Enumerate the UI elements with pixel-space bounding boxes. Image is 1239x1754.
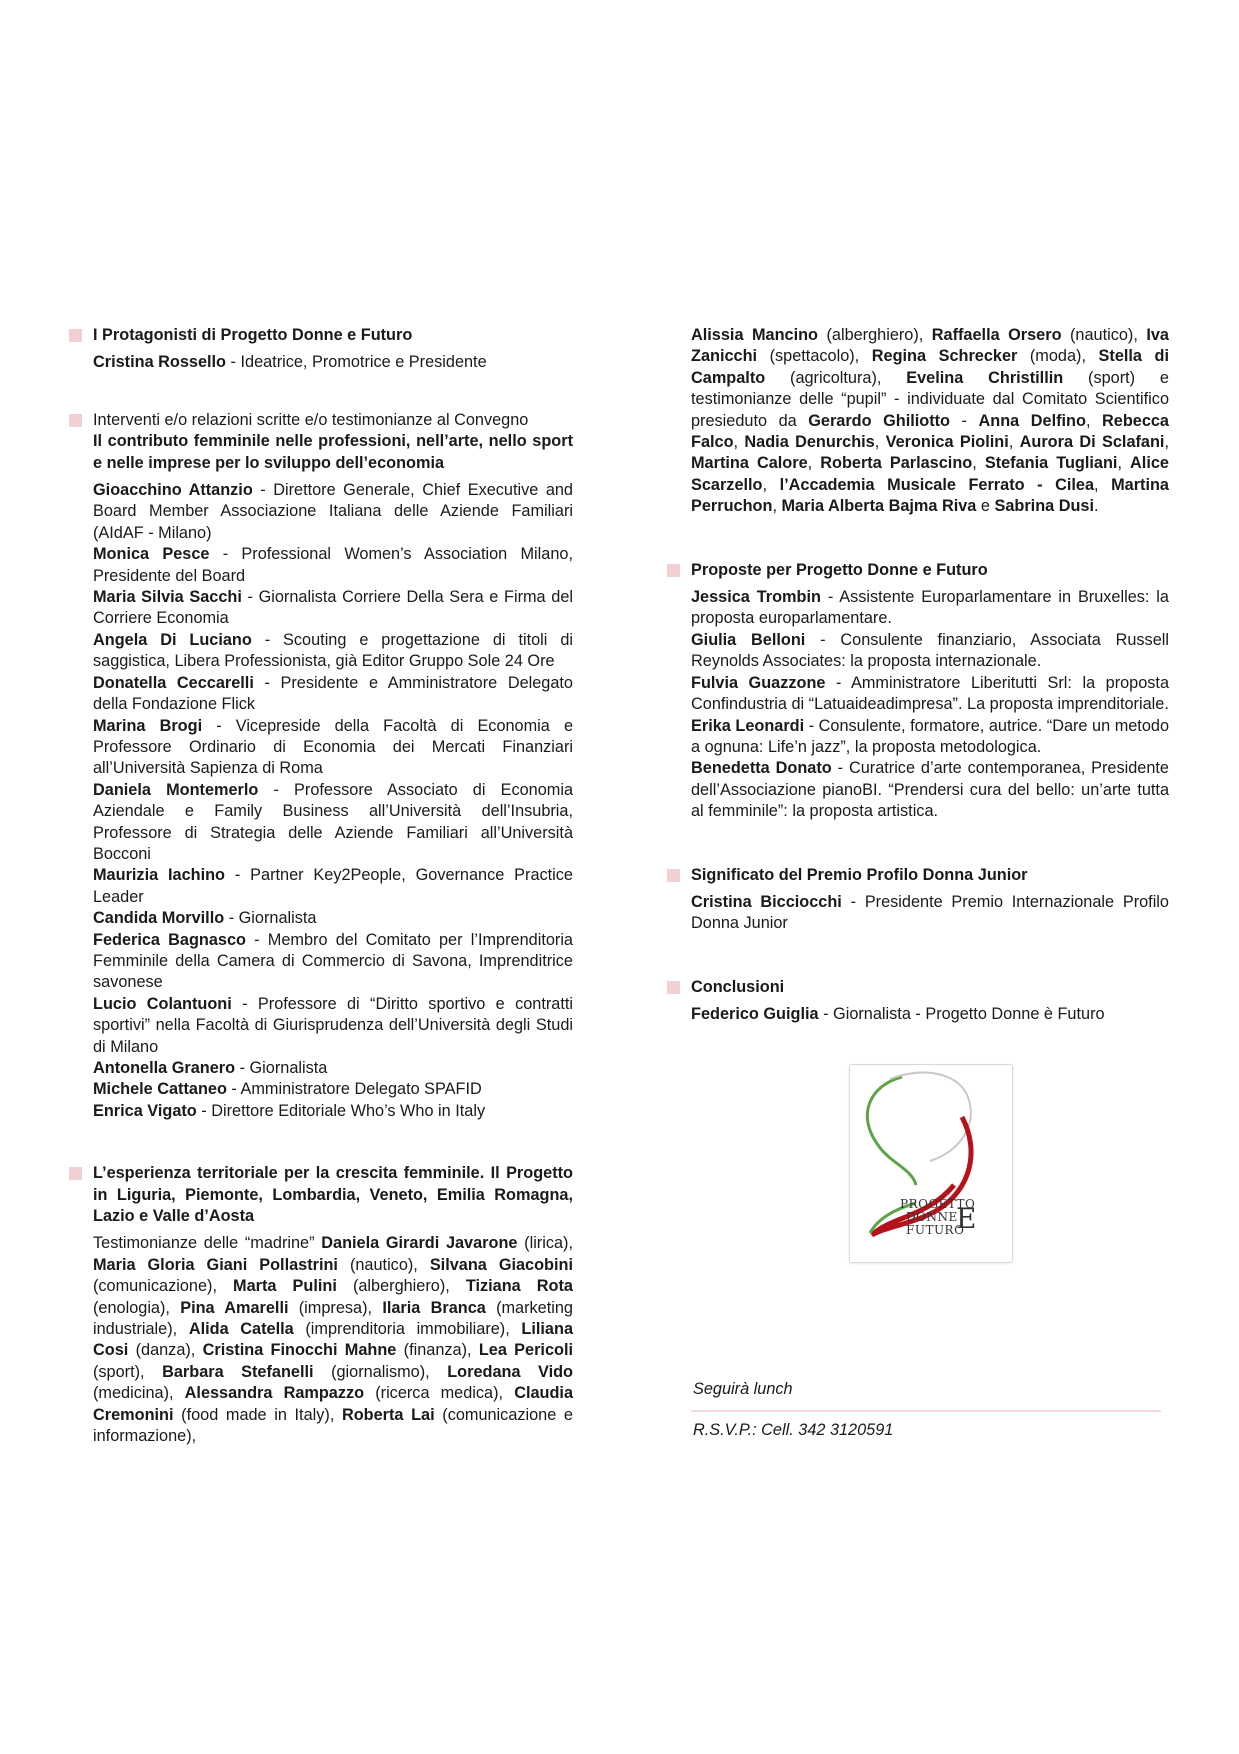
person-name: Maria Alberta Bajma Riva <box>781 497 977 516</box>
person-name: Martina Calore <box>691 454 808 473</box>
entry-description: - Amministratore Delegato SPAFID <box>226 1080 482 1099</box>
entry-name: Candida Morvillo <box>93 909 225 928</box>
entries <box>691 892 1169 935</box>
section-protagonisti <box>93 325 573 374</box>
text-run: (danza), <box>128 1341 203 1360</box>
person-name: Martina Perruchon <box>691 475 1169 516</box>
person-name: Regina Schrecker <box>871 347 1018 366</box>
entry-name: Cristina Rossello <box>93 353 227 372</box>
entry-item <box>93 1058 573 1079</box>
person-name: Silvana Giacobini <box>429 1255 573 1274</box>
entry-item <box>93 544 573 587</box>
entry-name: Federico Guiglia <box>691 1005 819 1024</box>
entry-name: Antonella Granero <box>93 1059 236 1077</box>
entry-description: - Scouting e progettazione di titoli di saggistica, Libera Professionista, già Editor Gruppo Sole 24 Ore <box>93 630 573 671</box>
person-name: Stella di Campalto <box>691 347 1170 387</box>
text-run: (sport), <box>93 1362 163 1381</box>
text-run: Testimonianze delle “madrine” <box>93 1234 322 1253</box>
entry-item <box>93 630 573 673</box>
left-column <box>93 325 573 1448</box>
entry-name: Enrica Vigato <box>93 1101 197 1120</box>
person-name: Veronica Piolini <box>885 433 1009 452</box>
entry-item <box>93 994 573 1058</box>
text-run: (enologia), <box>93 1298 181 1317</box>
entry-description: - Partner Key2People, Governance Practice Leader <box>93 866 573 906</box>
section-proposte <box>691 560 1169 823</box>
text-run: , <box>772 497 782 516</box>
entry-name: Giulia Belloni <box>691 630 806 649</box>
logo-text-progetto: PROGETTO <box>900 1197 976 1211</box>
section-marker <box>667 981 680 994</box>
entry-item <box>691 758 1169 822</box>
text-run: , <box>807 454 821 473</box>
person-name: Alida Catella <box>188 1320 294 1339</box>
text-run: , <box>1094 475 1112 494</box>
person-name: Marta Pulini <box>233 1277 337 1296</box>
entry-name: Cristina Bicciocchi <box>691 892 842 911</box>
person-name: Sabrina Dusi <box>994 497 1094 516</box>
text-run: . <box>1094 497 1099 516</box>
entry-name: Michele Cattaneo <box>93 1080 227 1099</box>
text-run: (marketing industriale), <box>93 1298 573 1339</box>
section-marker <box>69 1167 82 1180</box>
madrine-paragraph <box>93 1233 573 1447</box>
section-title: I Protagonisti di Progetto Donne e Futuro <box>93 326 413 344</box>
footer-divider <box>691 1410 1161 1412</box>
text-run: e <box>976 497 995 516</box>
section-marker <box>667 869 680 882</box>
person-name: Liliana Cosi <box>93 1320 573 1360</box>
entry-description: - Direttore Generale, Chief Executive and Board Member Associazione Italiana delle Aziende Familiari (AIdAF - Milano) <box>93 481 573 542</box>
entry-item <box>93 480 573 544</box>
entry-item <box>691 630 1169 673</box>
entry-item <box>93 908 573 929</box>
person-name: Rebecca Falco <box>691 411 1169 452</box>
text-run: (finanza), <box>396 1341 479 1360</box>
person-name: Anna Delfino <box>978 411 1086 430</box>
section-title: Proposte per Progetto Donne e Futuro <box>691 560 988 579</box>
entry-description: - Ideatrice, Promotrice e Presidente <box>226 353 487 372</box>
entry-description: - Professional Women’s Association Milano, Presidente del Board <box>93 545 573 585</box>
person-name: Tiziana Rota <box>465 1277 573 1296</box>
text-run: (agricoltura), <box>765 368 907 387</box>
section-conclusioni <box>691 977 1169 1026</box>
entry-description: - Presidente e Amministratore Delegato della Fondazione Flick <box>93 673 573 714</box>
entry-description: - Direttore Editoriale Who’s Who in Italy <box>196 1101 486 1120</box>
entry-item <box>93 930 573 994</box>
section-marker <box>69 414 82 427</box>
entries <box>691 1004 1169 1025</box>
text-run: (comunicazione e informazione), <box>93 1405 573 1446</box>
entry-description: - Giornalista <box>224 909 317 928</box>
person-name: Alice Scarzello <box>691 454 1169 494</box>
text-run: (comunicazione), <box>93 1277 234 1296</box>
text-run: (spettacolo), <box>757 347 872 366</box>
text-run: , <box>1164 433 1169 452</box>
text-run: (alberghiero), <box>336 1277 466 1296</box>
entry-description: - Amministratore Liberitutti Srl: la proposta Confindustria di “Latuaideadimpresa”. La proposta imprenditoriale. <box>691 673 1169 714</box>
person-name: Stefania Tugliani <box>984 454 1118 473</box>
logo-text-futuro: FUTURO <box>906 1223 965 1237</box>
entries <box>93 352 573 373</box>
entry-item <box>93 1079 573 1100</box>
text-run: (lirica), <box>517 1234 573 1253</box>
section-title: L’esperienza territoriale per la crescita femminile. Il Progetto in Liguria, Piemonte, Lombardia, Veneto, Emilia Romagna, Lazio e Valle d’Aosta <box>93 1164 573 1226</box>
text-run: - <box>950 411 979 430</box>
text-run: , <box>1008 433 1020 452</box>
text-run: (sport) e testimonianze delle “pupil” - individuate dal Comitato Scientifico presieduto da <box>691 368 1169 430</box>
pupil-paragraph <box>691 325 1169 518</box>
logo-letter-e: E <box>956 1202 977 1235</box>
text-run: , <box>762 475 780 494</box>
entry-name: Angela Di Luciano <box>93 630 252 649</box>
entry-name: Daniela Montemerlo <box>93 780 259 799</box>
section-esperienza-continued <box>691 325 1169 518</box>
person-name: Maria Gloria Giani Pollastrini <box>93 1255 338 1274</box>
person-name: Cristina Finocchi Mahne <box>202 1341 397 1360</box>
person-name: Alissia Mancino <box>691 326 818 344</box>
entry-description: - Presidente Premio Internazionale Profilo Donna Junior <box>691 892 1169 933</box>
lunch-note: Seguirà lunch <box>693 1380 793 1398</box>
person-name: Nadia Denurchis <box>744 433 875 452</box>
section-esperienza <box>93 1163 573 1447</box>
text-run: , <box>733 433 745 452</box>
entry-name: Gioacchino Attanzio <box>93 481 253 500</box>
person-name: Iva Zanicchi <box>691 326 1169 366</box>
entry-name: Benedetta Donato <box>691 759 832 778</box>
person-name: l’Accademia Musicale Ferrato - Cilea <box>779 475 1094 494</box>
text-run: (nautico), <box>1061 326 1147 344</box>
entry-item <box>691 892 1169 935</box>
person-name: Loredana Vido <box>447 1362 573 1381</box>
text-run: (alberghiero), <box>818 326 932 344</box>
text-run: (imprenditoria immobiliare), <box>293 1320 522 1339</box>
text-run: (nautico), <box>337 1255 430 1274</box>
section-marker <box>667 564 680 577</box>
text-run: (ricerca medica), <box>364 1384 515 1403</box>
entry-name: Jessica Trombin <box>691 588 821 607</box>
person-name: Alessandra Rampazzo <box>184 1384 365 1403</box>
text-run: (moda), <box>1017 347 1099 366</box>
entries <box>93 480 573 1122</box>
section-intro: Interventi e/o relazioni scritte e/o testimonianze al Convegno <box>93 410 529 429</box>
entry-item <box>691 716 1169 759</box>
text-run: (food made in Italy), <box>173 1405 342 1424</box>
logo-text-donne: DONNE <box>906 1210 958 1224</box>
person-name: Evelina Christillin <box>906 368 1064 387</box>
text-run: , <box>1085 411 1102 430</box>
section-title: Significato del Premio Profilo Donna Junior <box>691 865 1028 884</box>
text-run: (medicina), <box>93 1384 185 1403</box>
entry-description: - Professore di “Diritto sportivo e contratti sportivi” nella Facoltà di Giurisprudenza dell’Università degli Studi di Milano <box>93 994 573 1056</box>
section-interventi <box>93 410 573 1122</box>
right-column <box>691 325 1169 1026</box>
text-run: , <box>1117 454 1131 473</box>
entry-description: - Vicepreside della Facoltà di Economia e Professore Ordinario di Economia dei Mercati Finanziari all’Università Sapienza di Roma <box>93 716 574 778</box>
entry-item <box>93 587 573 630</box>
section-title: Conclusioni <box>691 977 785 996</box>
entry-description: - Consulente finanziario, Associata Russell Reynolds Associates: la proposta internazionale. <box>691 630 1169 671</box>
entry-description: - Professore Associato di Economia Aziendale e Family Business all’Università dell’Insubria, Professore di Strategia delle Aziende Familiari all’Università Bocconi <box>93 780 573 863</box>
text-run: (impresa), <box>288 1298 383 1317</box>
entry-name: Donatella Ceccarelli <box>93 673 254 692</box>
entries <box>691 587 1169 822</box>
entry-item <box>691 587 1169 630</box>
entry-item <box>691 1004 1169 1025</box>
person-name: Roberta Parlascino <box>820 454 973 473</box>
entry-description: - Giornalista <box>235 1059 328 1077</box>
person-name: Pina Amarelli <box>180 1298 289 1317</box>
entry-description: - Curatrice d’arte contemporanea, Presidente dell’Associazione pianoBI. “Prendersi cura del bello: un’arte tutta al femminile”: la proposta artistica. <box>691 759 1169 821</box>
person-name: Daniela Girardi Javarone <box>321 1234 518 1253</box>
entry-name: Fulvia Guazzone <box>691 673 826 692</box>
person-name: Barbara Stefanelli <box>162 1362 314 1381</box>
person-name: Claudia Cremonini <box>93 1384 573 1424</box>
text-run: , <box>972 454 985 473</box>
entry-description: - Assistente Europarlamentare in Bruxelles: la proposta europarlamentare. <box>691 588 1169 628</box>
text-run: (giornalismo), <box>313 1362 448 1381</box>
entry-description: - Giornalista Corriere Della Sera e Firma del Corriere Economia <box>93 588 573 628</box>
person-name: Aurora Di Sclafani <box>1019 433 1165 452</box>
entry-name: Lucio Colantuoni <box>93 994 232 1013</box>
entry-description: - Consulente, formatore, autrice. “Dare un metodo a ognuna: Life’n jazz”, la proposta metodologica. <box>691 716 1169 756</box>
entry-name: Maurizia Iachino <box>93 866 225 885</box>
entry-item <box>93 780 573 866</box>
person-name: Ilaria Branca <box>382 1298 486 1317</box>
entry-item <box>691 673 1169 716</box>
section-significato <box>691 865 1169 935</box>
entry-name: Monica Pesce <box>93 545 210 564</box>
section-title: Il contributo femminile nelle professioni, nell’arte, nello sport e nelle imprese per lo sviluppo dell’economia <box>93 432 573 472</box>
entry-name: Erika Leonardi <box>691 716 805 735</box>
progetto-donne-futuro-logo <box>849 1064 1013 1263</box>
text-run: , <box>874 433 886 452</box>
person-name: Lea Pericoli <box>478 1341 573 1360</box>
entry-item <box>93 716 573 780</box>
entry-item <box>93 673 573 716</box>
section-marker <box>69 329 82 342</box>
entry-description: - Giornalista - Progetto Donne è Futuro <box>818 1005 1105 1024</box>
entry-item <box>93 352 573 373</box>
entry-item <box>93 865 573 908</box>
person-name: Raffaella Orsero <box>931 326 1062 344</box>
entry-item <box>93 1101 573 1122</box>
entry-name: Federica Bagnasco <box>93 930 246 949</box>
entry-description: - Membro del Comitato per l’Imprenditoria Femminile della Camera di Commercio di Savona, Imprenditrice savonese <box>93 930 573 992</box>
rsvp-contact: R.S.V.P.: Cell. 342 3120591 <box>693 1421 894 1439</box>
entry-name: Marina Brogi <box>93 716 203 735</box>
entry-name: Maria Silvia Sacchi <box>93 588 242 607</box>
person-name: Gerardo Ghiliotto <box>808 411 951 430</box>
person-name: Roberta Lai <box>341 1405 435 1424</box>
